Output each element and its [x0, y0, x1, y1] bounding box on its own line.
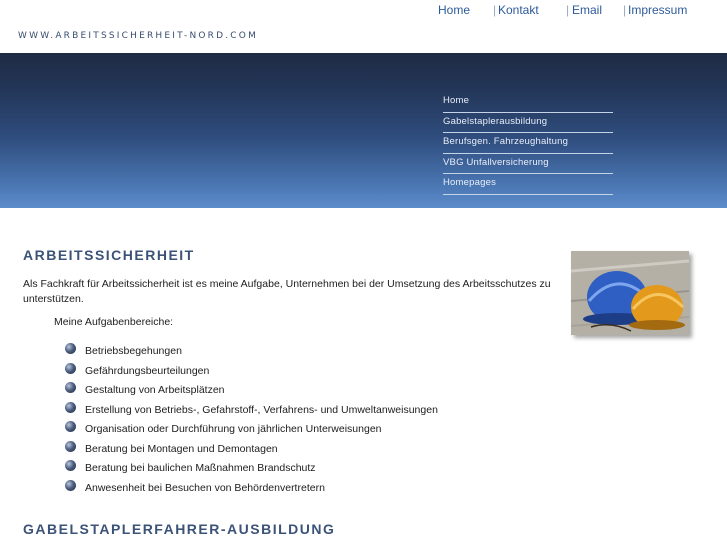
bullet-icon — [65, 441, 76, 452]
bullet-icon — [65, 480, 76, 491]
sidebar-item-fahrzeughaltung[interactable]: Berufsgen. Fahrzeughaltung — [443, 133, 613, 154]
sidebar-item-homepages[interactable]: Homepages — [443, 174, 613, 195]
bullet-icon — [65, 343, 76, 354]
list-item-text: Organisation oder Durchführung von jährlichen Unterweisungen — [85, 423, 382, 435]
tasks-subheading: Meine Aufgabenbereiche: — [54, 316, 174, 328]
safety-helmets-image — [571, 251, 689, 335]
nav-kontakt-link[interactable]: Kontakt — [498, 3, 539, 17]
bullet-icon — [65, 363, 76, 374]
nav-impressum-link[interactable]: Impressum — [628, 3, 688, 17]
list-item-text: Gestaltung von Arbeitsplätzen — [85, 384, 225, 396]
list-item-text: Anwesenheit bei Besuchen von Behördenvertretern — [85, 481, 325, 494]
nav-separator: | — [623, 3, 627, 17]
bullet-icon — [65, 421, 76, 432]
section-title-gabelstapler: GABELSTAPLERFAHRER-AUSBILDUNG — [23, 521, 336, 537]
list-item-text: Erstellung von Betriebs-, Gefahrstoff-, Verfahrens- und Umweltanweisungen — [85, 403, 438, 416]
sidebar-item-home[interactable]: Home — [443, 92, 613, 113]
list-item-text: Beratung bei baulichen Maßnahmen Brandschutz — [85, 462, 316, 474]
list-item-text: Beratung bei Montagen und Demontagen — [85, 442, 278, 455]
intro-paragraph: Als Fachkraft für Arbeitssicherheit ist es meine Aufgabe, Unternehmen bei der Umsetzung des Arbeitsschutzes zu unterstützen. — [23, 278, 551, 305]
header-banner — [0, 53, 727, 208]
bullet-icon — [65, 460, 76, 471]
section-title-arbeitssicherheit: ARBEITSSICHERHEIT — [23, 247, 195, 263]
nav-email-link[interactable]: Email — [572, 3, 603, 17]
nav-home-link[interactable]: Home — [438, 3, 471, 17]
main-navigation — [443, 92, 613, 195]
nav-separator: | — [566, 3, 570, 17]
bullet-icon — [65, 382, 76, 393]
nav-separator: | — [493, 3, 497, 17]
site-domain: WWW.ARBEITSSICHERHEIT-NORD.COM — [18, 31, 259, 41]
sidebar-item-vbg-unfallversicherung[interactable]: VBG Unfallversicherung — [443, 154, 613, 175]
list-item-text: Gefährdungsbeurteilungen — [85, 364, 210, 377]
bullet-icon — [65, 402, 76, 413]
helmets-illustration — [571, 251, 689, 335]
sidebar-item-gabelstaplerausbildung[interactable]: Gabelstaplerausbildung — [443, 113, 613, 134]
list-item-text: Betriebsbegehungen — [85, 345, 182, 357]
